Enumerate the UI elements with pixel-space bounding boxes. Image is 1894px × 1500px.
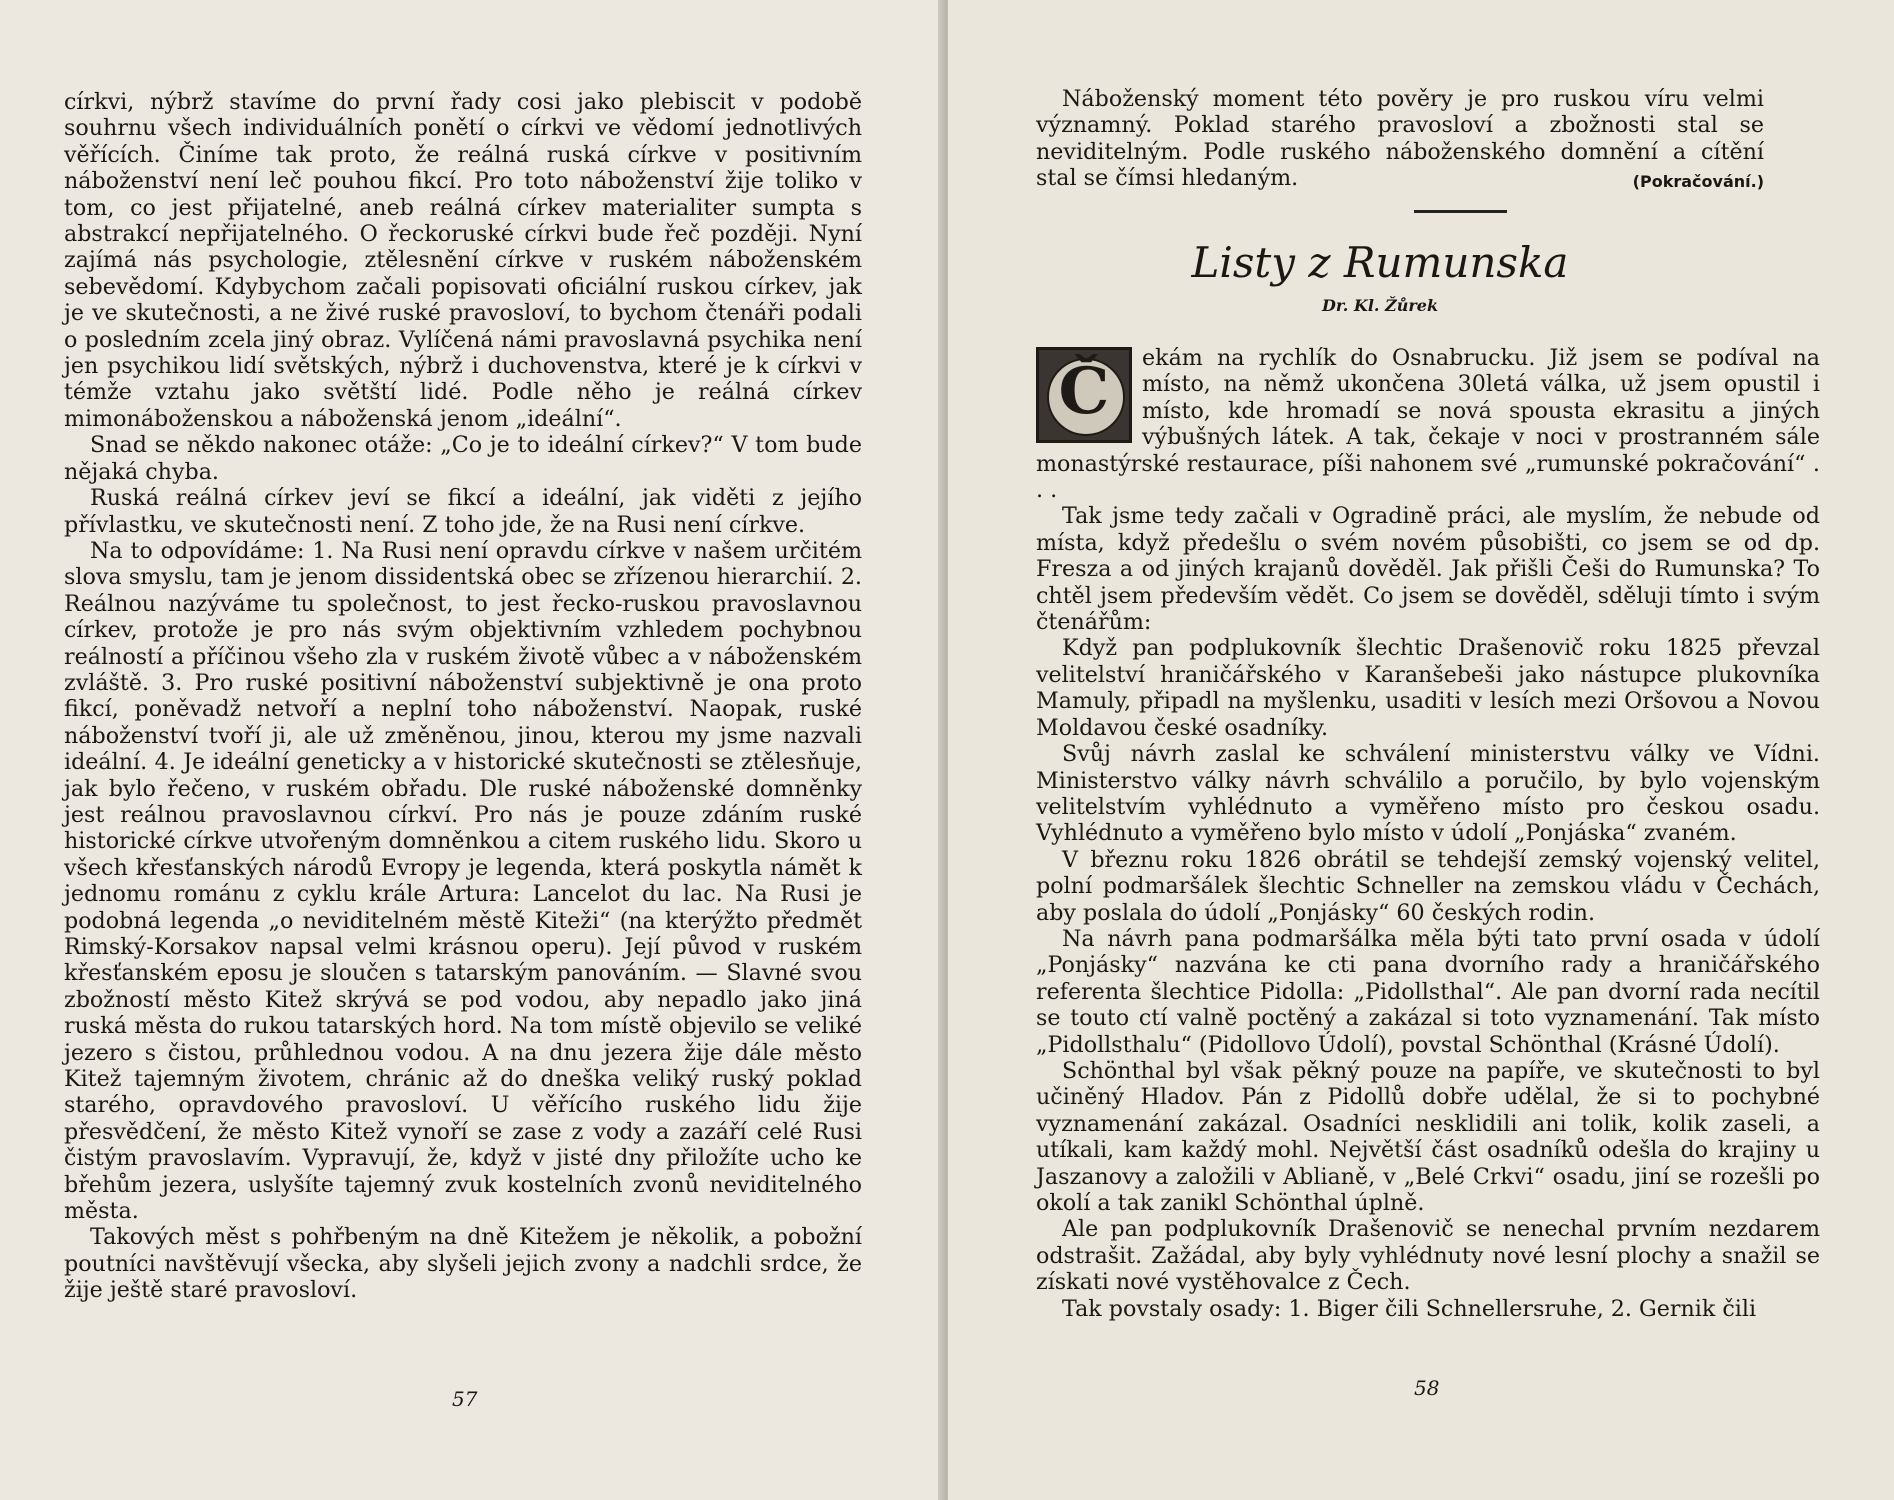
right-paragraph: Tak povstaly osady: 1. Biger čili Schnellersruhe, 2. Gernik čili: [1062, 1295, 1757, 1322]
right-paragraph: Tak jsme tedy začali v Ogradině práci, ale myslím, že nebude od místa, když předešlu o svém novém působišti, co jsem se od dp. Fresza a od jiných krajanů dověděl. Jak přišli Češi do Rumunska? To chtěl jsem především vědět. Co jsem se dověděl, sděluji tímto i svým čtenářům:: [1036, 503, 1820, 636]
right-paragraph: Schönthal byl však pěkný pouze na papíře, ve skutečnosti to byl učiněný Hladov. Pán z Pidollů dobře udělal, že si to pochybné vyznamenání zakázal. Osadníci nesklidili ani tolik, kolik zaseli, a utíkali, kam každý mohl. Největší část osadníků odešla do krajiny u Jaszanovy a založili v Ablianě, v „Belé Crkvi“ osadu, jiní se rozešli po okolí a tak zanikl Schönthal úplně.: [1036, 1057, 1820, 1216]
right-paragraph: Na návrh pana podmaršálka měla býti tato první osada v údolí „Ponjásky“ nazvána ke cti pana dvorního rady a hraničářského referenta šlechtice Pidolla: „Pidollsthal“. Ale pan dvorní rada necítil se touto ctí valně poctěný a zakázal si toto vyznamenání. Tak místo „Pidollsthalu“ (Pidollovo Údolí), povstal Schönthal (Krásné Údolí).: [1036, 925, 1820, 1058]
right-page-body: [1036, 345, 1820, 1322]
right-top-paragraph: Náboženský moment této pověry je pro ruskou víru velmi významný. Poklad starého pravosloví a zbožnosti stal se neviditelným. Podle ruského náboženského domnění a cítění stal se čímsi hledaným.: [1036, 86, 1764, 192]
left-paragraph: Na to odpovídáme: 1. Na Rusi není opravdu církve v našem určitém slova smyslu, tam je jenom dissidentská obec se zřízenou hierarchií. 2. Reálnou nazýváme tu společnost, to jest řecko-ruskou pravoslavnou církev, protože je pro nás svým objektivním vzhledem pochybnou reálností a příčinou všeho zla v ruském životě vůbec a v náboženském zvláště. 3. Pro ruské positivní náboženství subjektivně je ona proto fikcí, poněvadž netvoří a neplní toho náboženství. Naopak, ruské náboženství tvoří ji, ale už změněnou, jinou, kterou my jsme nazvali ideální. 4. Je ideální geneticky a v historické skutečnosti se ztělesňuje, jak bylo řečeno, v ruském obřadu. Dle ruské náboženské domněnky jest reálnou pravoslavnou církví. Pro nás je pouze zdáním ruské historické církve utvořeným domněnkou a citem ruského lidu. Skoro u všech křesťanských národů Evropy je legenda, která poskytla námět k jednomu románu z cyklu krále Artura: Lancelot du lac. Na Rusi je podobná legenda „o neviditelném městě Kiteži“ (na kterýžto předmět Rimský-Korsakov napsal velmi krásnou operu). Její původ v ruském křesťanském eposu je sloučen s tatarským panováním. — Slavné svou zbožností město Kitež skrývá se pod vodou, aby nepadlo jako jiná ruská města do rukou tatarských hord. Na tom místě objevilo se veliké jezero s čistou, průhlednou vodou. A na dnu jezera žije dále město Kitež tajemným životem, chránic až do dneška veliký ruský poklad starého, opravdového pravosloví. U věřícího ruského lidu žije přesvědčení, že město Kitež vynoří se zase z vody a zazáří celé Rusi čistým pravoslavím. Vypravují, že, když v jisté dny přiložíte ucho ke břehům jezera, uslyšíte tajemný zvuk kostelních zvonů neviditelného města.: [64, 537, 862, 1225]
continued-label: (Pokračování.): [1632, 172, 1764, 192]
left-paragraph: Snad se někdo nakonec otáže: „Co je to ideální církev?“ V tom bude nějaká chyba.: [64, 432, 862, 485]
left-paragraph: církvi, nýbrž stavíme do první řady cosi jako plebiscit v podobě souhrnu všech individuálních ponětí o církvi ve vědomí jednotlivých věřících. Činíme tak proto, že reálná ruská církve v positivním náboženství není leč pouhou fikcí. Pro toto náboženství žije toliko v tom, co jest přijatelné, aneb reálná církev materialiter sumpta s abstrakcí nepřijatelného. O řeckoruské církvi bude řeč později. Nyní zajímá nás psychologie, ztělesnění církve v ruském náboženském sebevědomí. Kdybychom začali popisovati oficiální ruskou církev, jak je ve skutečnosti, a ne živé ruské pravosloví, to bychom čtenáři podali o posledním zcela jiný obraz. Vylíčená námi pravoslavná psychika není jen psychikou lidí světských, nýbrž i duchovenstva, které je k církvi v témže vztahu jako světští lidé. Podle něho je reálná církev mimonáboženskou a náboženská jenom „ideální“.: [64, 89, 862, 432]
article-author: Dr. Kl. Žůrek: [1321, 296, 1439, 315]
page-number-left: 57: [452, 1387, 478, 1411]
right-paragraph: Když pan podplukovník šlechtic Drašenovič roku 1825 převzal velitelství hraničářského v Karanšebeši jako nástupce plukovníka Mamuly, připadl na myšlenku, usaditi v lesích mezi Oršovou a Novou Moldavou české osadníky.: [1036, 635, 1820, 741]
right-paragraph: Ale pan podplukovník Drašenovič se nenechal prvním nezdarem odstrašit. Zažádal, aby byly vyhlédnuty nové lesní plochy a snažil se získati nové vystěhovalce z Čech.: [1036, 1216, 1820, 1296]
drop-cap-letter: Č: [1058, 354, 1110, 429]
previous-article-ending: [1036, 86, 1764, 196]
right-paragraph: V březnu roku 1826 obrátil se tehdejší zemský vojenský velitel, polní podmaršálek šlechtic Schneller na zemskou vládu v Čechách, aby poslala do údolí „Ponjásky“ 60 českých rodin.: [1036, 846, 1820, 926]
left-paragraph: Ruská reálná církev jeví se fikcí a ideální, jak viděti z jejího přívlastku, ve skutečnosti není. Z toho jde, že na Rusi není církve.: [64, 485, 862, 538]
left-paragraph: Takových měst s pohřbeným na dně Kitežem je několik, a pobožní poutníci navštěvují všecka, aby slyšeli jejich zvony a nadchli srdce, že žije ještě staré pravosloví.: [64, 1224, 862, 1304]
left-page: [0, 0, 944, 1500]
page-number-right: 58: [1414, 1376, 1440, 1400]
first-paragraph: ekám na rychlík do Osnabrucku. Již jsem se podíval na místo, na němž ukončena 30letá válka, už jsem opustil i místo, kde hromadí se nová spousta ekrasitu a jiných výbušných látek. A tak, čekaje v noci v prostranném sále monastýrské restaurace, píši nahonem své „rumunské pokračování“ . . .: [1036, 345, 1820, 504]
section-divider: [1414, 210, 1507, 213]
article-title: Listy z Rumunska: [1191, 238, 1569, 287]
left-page-body: [64, 89, 862, 1304]
right-paragraph: Svůj návrh zaslal ke schválení ministerstvu války ve Vídni. Ministerstvo války návrh schválilo a poručilo, by bylo vojenským velitelstvím vyhlédnuto a vyměřeno místo pro českou osadu. Vyhlédnuto a vyměřeno bylo místo v údolí „Ponjáska“ zvaném.: [1036, 741, 1820, 847]
drop-cap-ornament: [1036, 347, 1132, 443]
